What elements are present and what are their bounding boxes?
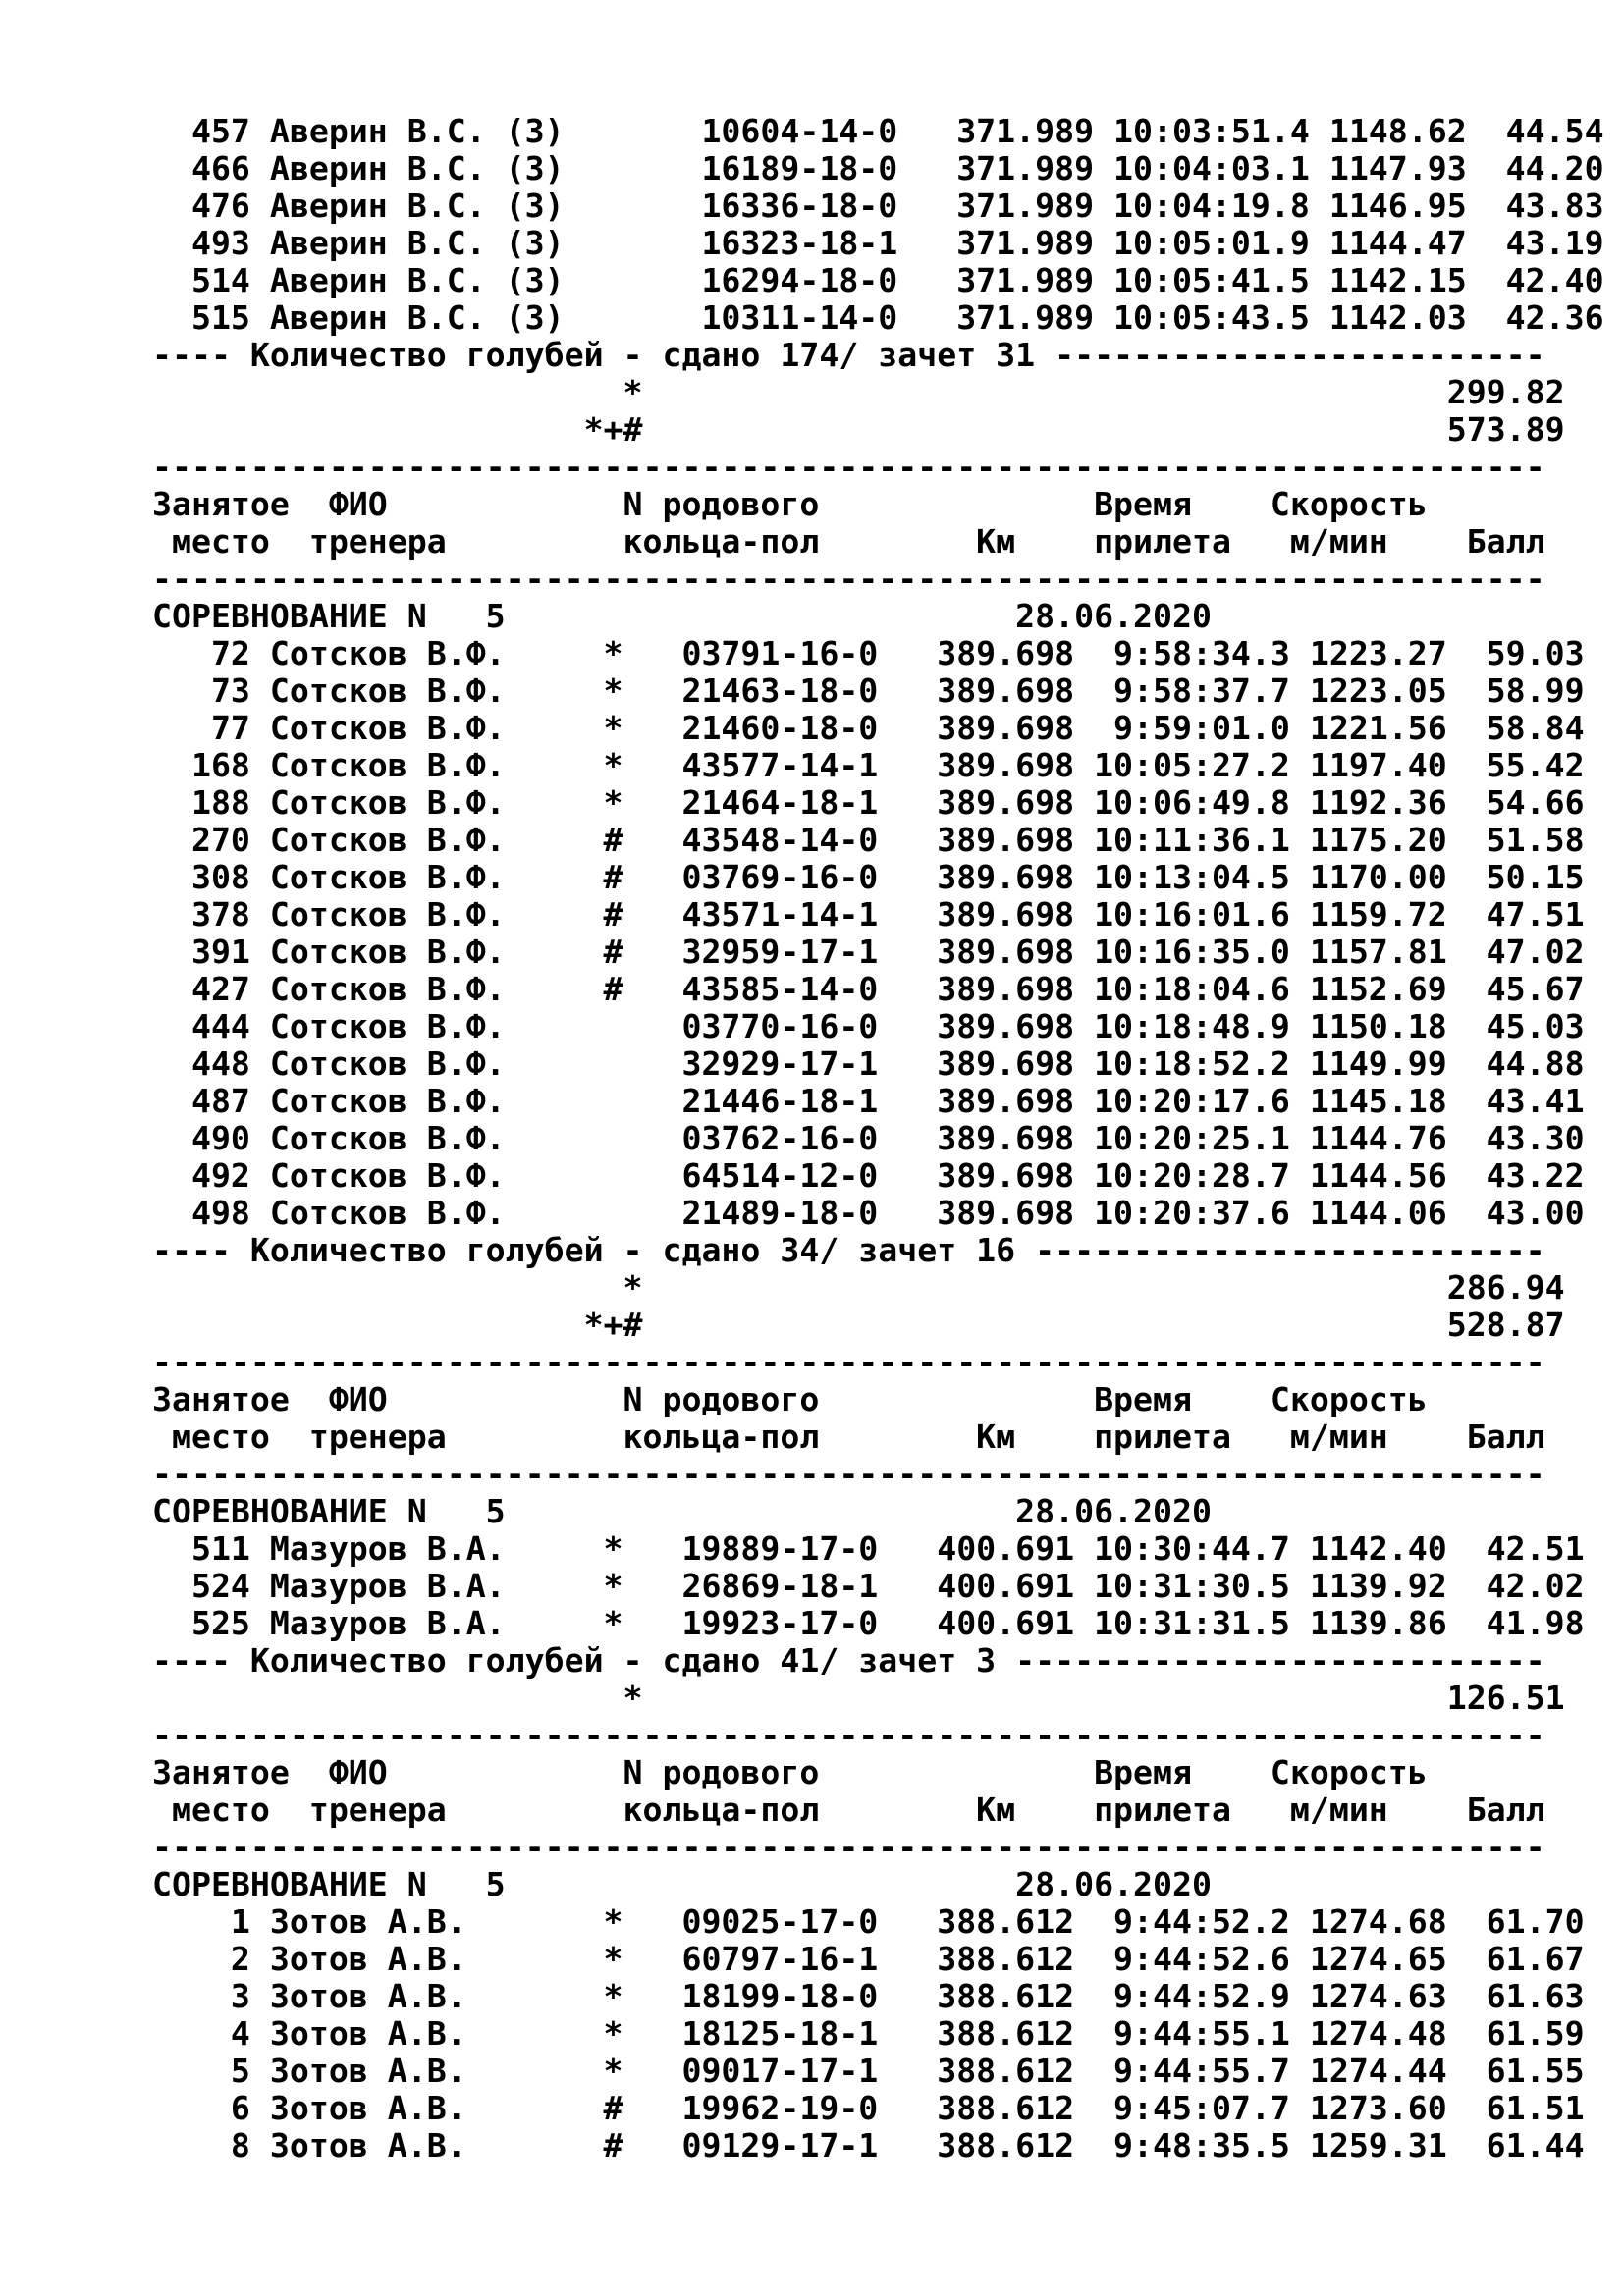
printout-line: 524 Мазуров В.А. * 26869-18-1 400.691 10:31:30.5 1139.92 42.02 xyxy=(152,1567,1585,1605)
printout-line: ----------------------------------------------------------------------- xyxy=(152,1343,1545,1381)
printout-line: место тренера кольца-пол Км прилета м/мин Балл xyxy=(152,522,1545,561)
printout-line: 3 Зотов А.В. * 18199-18-0 388.612 9:44:52.9 1274.63 61.63 xyxy=(152,1977,1585,2015)
printout-line: 457 Аверин В.С. (З) 10604-14-0 371.989 10:03:51.4 1148.62 44.54 xyxy=(152,112,1604,150)
printout-line: 8 Зотов А.В. # 09129-17-1 388.612 9:48:35.5 1259.31 61.44 xyxy=(152,2126,1585,2164)
printout-line: 448 Сотсков В.Ф. 32929-17-1 389.698 10:18:52.2 1149.99 44.88 xyxy=(152,1044,1585,1083)
printout-line: 514 Аверин В.С. (З) 16294-18-0 371.989 10:05:41.5 1142.15 42.40 xyxy=(152,261,1604,299)
printout-line: 511 Мазуров В.А. * 19889-17-0 400.691 10:30:44.7 1142.40 42.51 xyxy=(152,1529,1585,1568)
printout-line: 308 Сотсков В.Ф. # 03769-16-0 389.698 10:13:04.5 1170.00 50.15 xyxy=(152,858,1585,896)
printout-line: 378 Сотсков В.Ф. # 43571-14-1 389.698 10:16:01.6 1159.72 47.51 xyxy=(152,895,1585,934)
printout-line: 5 Зотов А.В. * 09017-17-1 388.612 9:44:55.7 1274.44 61.55 xyxy=(152,2052,1585,2090)
printout-line: * 299.82 xyxy=(152,373,1565,411)
printout-line: *+# 528.87 xyxy=(152,1306,1565,1344)
printout-line: 490 Сотсков В.Ф. 03762-16-0 389.698 10:20:25.1 1144.76 43.30 xyxy=(152,1119,1585,1157)
printout-line: 77 Сотсков В.Ф. * 21460-18-0 389.698 9:59:01.0 1221.56 58.84 xyxy=(152,709,1585,747)
printout-line: место тренера кольца-пол Км прилета м/мин Балл xyxy=(152,1790,1545,1829)
printout-line: 270 Сотсков В.Ф. # 43548-14-0 389.698 10:11:36.1 1175.20 51.58 xyxy=(152,821,1585,859)
printout-line: * 286.94 xyxy=(152,1268,1565,1307)
printout-line: 525 Мазуров В.А. * 19923-17-0 400.691 10:31:31.5 1139.86 41.98 xyxy=(152,1604,1585,1642)
printout-line: ----------------------------------------------------------------------- xyxy=(152,448,1545,486)
printout-line: 4 Зотов А.В. * 18125-18-1 388.612 9:44:55.1 1274.48 61.59 xyxy=(152,2014,1585,2053)
printout-line: 493 Аверин В.С. (З) 16323-18-1 371.989 10:05:01.9 1144.47 43.19 xyxy=(152,224,1604,262)
printout-line: 476 Аверин В.С. (З) 16336-18-0 371.989 10:04:19.8 1146.95 43.83 xyxy=(152,187,1604,225)
printout-line: 515 Аверин В.С. (З) 10311-14-0 371.989 10:05:43.5 1142.03 42.36 xyxy=(152,298,1604,337)
printout-line: 73 Сотсков В.Ф. * 21463-18-0 389.698 9:58:37.7 1223.05 58.99 xyxy=(152,671,1585,710)
printout-line: Занятое ФИО N родового Время Скорость xyxy=(152,1380,1428,1418)
printout-line: 6 Зотов А.В. # 19962-19-0 388.612 9:45:07.7 1273.60 61.51 xyxy=(152,2089,1585,2127)
printout-line: ----------------------------------------------------------------------- xyxy=(152,1455,1545,1493)
printout-line: * 126.51 xyxy=(152,1679,1565,1717)
printout-line: ----------------------------------------------------------------------- xyxy=(152,1716,1545,1754)
printout-line: 168 Сотсков В.Ф. * 43577-14-1 389.698 10:05:27.2 1197.40 55.42 xyxy=(152,746,1585,784)
printout-line: СОРЕВНОВАНИЕ N 5 28.06.2020 xyxy=(152,1865,1212,1903)
results-printout xyxy=(152,113,1604,2164)
printout-line: 391 Сотсков В.Ф. # 32959-17-1 389.698 10:16:35.0 1157.81 47.02 xyxy=(152,933,1585,971)
printout-line: 498 Сотсков В.Ф. 21489-18-0 389.698 10:20:37.6 1144.06 43.00 xyxy=(152,1194,1585,1232)
printout-line: 188 Сотсков В.Ф. * 21464-18-1 389.698 10:06:49.8 1192.36 54.66 xyxy=(152,783,1585,822)
printout-line: 427 Сотсков В.Ф. # 43585-14-0 389.698 10:18:04.6 1152.69 45.67 xyxy=(152,970,1585,1008)
printout-line: Занятое ФИО N родового Время Скорость xyxy=(152,1753,1428,1791)
printout-line: 2 Зотов А.В. * 60797-16-1 388.612 9:44:52.6 1274.65 61.67 xyxy=(152,1940,1585,1978)
printout-line: место тренера кольца-пол Км прилета м/мин Балл xyxy=(152,1417,1545,1456)
printout-line: 444 Сотсков В.Ф. 03770-16-0 389.698 10:18:48.9 1150.18 45.03 xyxy=(152,1007,1585,1045)
printout-line: ---- Количество голубей - сдано 34/ зачет 16 -------------------------- xyxy=(152,1231,1545,1269)
printout-line: *+# 573.89 xyxy=(152,410,1565,449)
printout-line: 487 Сотсков В.Ф. 21446-18-1 389.698 10:20:17.6 1145.18 43.41 xyxy=(152,1082,1585,1120)
printout-line: СОРЕВНОВАНИЕ N 5 28.06.2020 xyxy=(152,597,1212,635)
printout-line: ----------------------------------------------------------------------- xyxy=(152,1828,1545,1866)
printout-line: ---- Количество голубей - сдано 174/ зачет 31 ------------------------- xyxy=(152,336,1545,374)
printout-line: 492 Сотсков В.Ф. 64514-12-0 389.698 10:20:28.7 1144.56 43.22 xyxy=(152,1156,1585,1195)
printout-line: ---- Количество голубей - сдано 41/ зачет 3 --------------------------- xyxy=(152,1641,1545,1680)
printout-line: 1 Зотов А.В. * 09025-17-0 388.612 9:44:52.2 1274.68 61.70 xyxy=(152,1902,1585,1941)
printout-line: 72 Сотсков В.Ф. * 03791-16-0 389.698 9:58:34.3 1223.27 59.03 xyxy=(152,634,1585,672)
printout-line: Занятое ФИО N родового Время Скорость xyxy=(152,485,1428,523)
printout-line: СОРЕВНОВАНИЕ N 5 28.06.2020 xyxy=(152,1492,1212,1530)
printout-line: 466 Аверин В.С. (З) 16189-18-0 371.989 10:04:03.1 1147.93 44.20 xyxy=(152,149,1604,187)
printout-line: ----------------------------------------------------------------------- xyxy=(152,560,1545,598)
